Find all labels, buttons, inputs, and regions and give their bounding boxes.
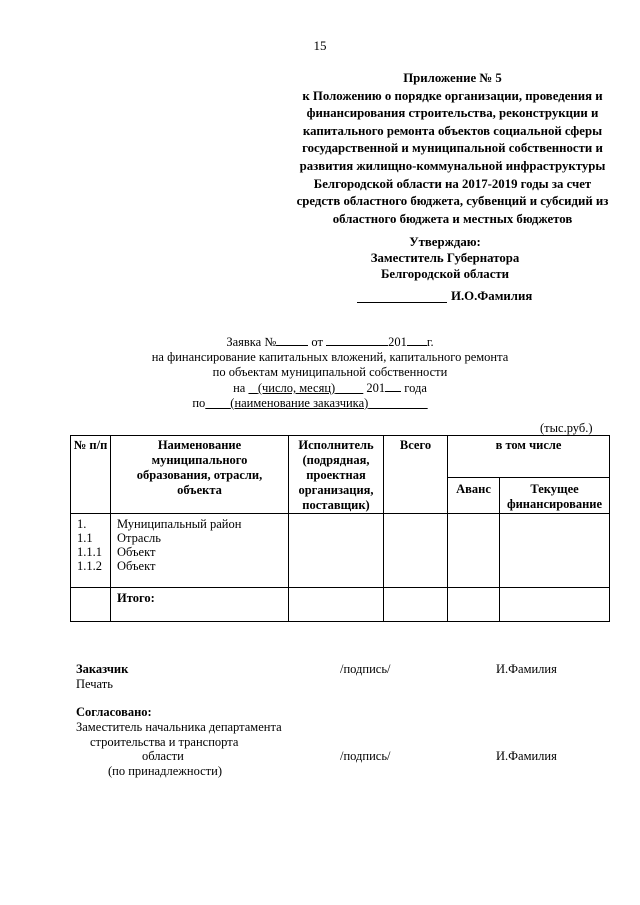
header-total: Всего [384, 436, 448, 514]
request-year-prefix: 201 [388, 335, 407, 349]
appendix-title: Приложение № 5 [403, 71, 502, 85]
table-row-numbers [71, 514, 111, 588]
approval-region: Белгородской области [380, 267, 510, 281]
agreed-signature: /подпись/ [340, 749, 391, 763]
request-date-line [120, 380, 540, 396]
header-executor: Исполнитель (подрядная, проектная организация, поставщик) [289, 436, 384, 514]
appendix-line: к Положению о порядке организации, проведения и [302, 88, 603, 103]
row-number: 1. [77, 517, 87, 531]
agreed-position-line3: области [142, 749, 184, 763]
approval-signer-name: И.О.Фамилия [451, 289, 533, 303]
blank-date [326, 334, 388, 346]
total-row-label: Итого: [111, 588, 289, 622]
row-name: Объект [117, 545, 156, 559]
total-row-number [71, 588, 111, 622]
cell-total [384, 514, 448, 588]
blank-number [276, 334, 308, 346]
total-advance [448, 588, 500, 622]
total-sum [384, 588, 448, 622]
customer-signature: /подпись/ [340, 662, 391, 676]
row-name: Объект [117, 559, 156, 573]
request-year-prefix-2: 201 [366, 381, 386, 395]
request-number-line [120, 334, 540, 350]
request-label: Заявка № [226, 335, 277, 349]
appendix-line: капитального ремонта объектов социальной сферы [302, 123, 603, 138]
header-advance: Аванс [448, 477, 500, 513]
customer-label: Заказчик [76, 662, 129, 676]
header-number: № п/п [71, 436, 111, 514]
header-current-financing: Текущее финансирование [500, 477, 610, 513]
cell-advance [448, 514, 500, 588]
total-current [500, 588, 610, 622]
request-year-suffix: г. [426, 335, 434, 349]
appendix-line: государственной и муниципальной собственности и [302, 141, 603, 156]
cell-current [500, 514, 610, 588]
units-label: (тыс.руб.) [540, 421, 593, 435]
request-year-word: года [404, 381, 427, 395]
financing-table [70, 435, 610, 622]
total-executor [289, 588, 384, 622]
row-name: Муниципальный район [117, 517, 242, 531]
appendix-line: развития жилищно-коммунальной инфраструктуры [299, 158, 606, 173]
approval-position: Заместитель Губернатора [370, 251, 520, 265]
request-customer-hint: (наименование заказчика) [230, 396, 369, 410]
request-objects: по объектам муниципальной собственности [212, 365, 448, 379]
agreed-position-line1: Заместитель начальника департамента [76, 720, 282, 734]
row-number: 1.1 [77, 531, 93, 545]
request-date-hint: (число, месяц) [257, 381, 336, 395]
appendix-header [265, 70, 640, 228]
agreed-position-line2: строительства и транспорта [90, 735, 239, 749]
blank-year-2 [385, 380, 401, 392]
cell-executor [289, 514, 384, 588]
appendix-line: средств областного бюджета, субвенций и субсидий из [296, 194, 609, 209]
row-number: 1.1.2 [77, 559, 102, 573]
agreed-name: И.Фамилия [496, 749, 557, 763]
request-on-label: на [233, 381, 246, 395]
approval-signature-line [357, 302, 447, 303]
request-purpose: на финансирование капитальных вложений, капитального ремонта [151, 350, 509, 364]
appendix-line: финансирования строительства, реконструкции и [306, 106, 599, 121]
page-number: 15 [313, 38, 327, 53]
blank-year [407, 334, 427, 346]
agreed-label: Согласовано: [76, 705, 152, 719]
appendix-line: Белгородской области на 2017-2019 годы за счет [313, 176, 592, 191]
appendix-line: областного бюджета и местных бюджетов [332, 211, 573, 226]
request-from-label: от [311, 335, 323, 349]
customer-name: И.Фамилия [496, 662, 557, 676]
row-name: Отрасль [117, 531, 161, 545]
request-by-label: по [192, 396, 206, 410]
row-number: 1.1.1 [77, 545, 102, 559]
request-customer-line [80, 396, 540, 411]
agreed-position-line4: (по принадлежности) [108, 764, 222, 778]
header-name: Наименование муниципального образования, отрасли, объекта [111, 436, 289, 514]
header-including: в том числе [448, 436, 610, 478]
table-row-names [111, 514, 289, 588]
request-title-block [120, 334, 540, 411]
stamp-label: Печать [76, 677, 113, 691]
approval-heading: Утверждаю: [409, 235, 481, 249]
approval-block [345, 234, 545, 282]
